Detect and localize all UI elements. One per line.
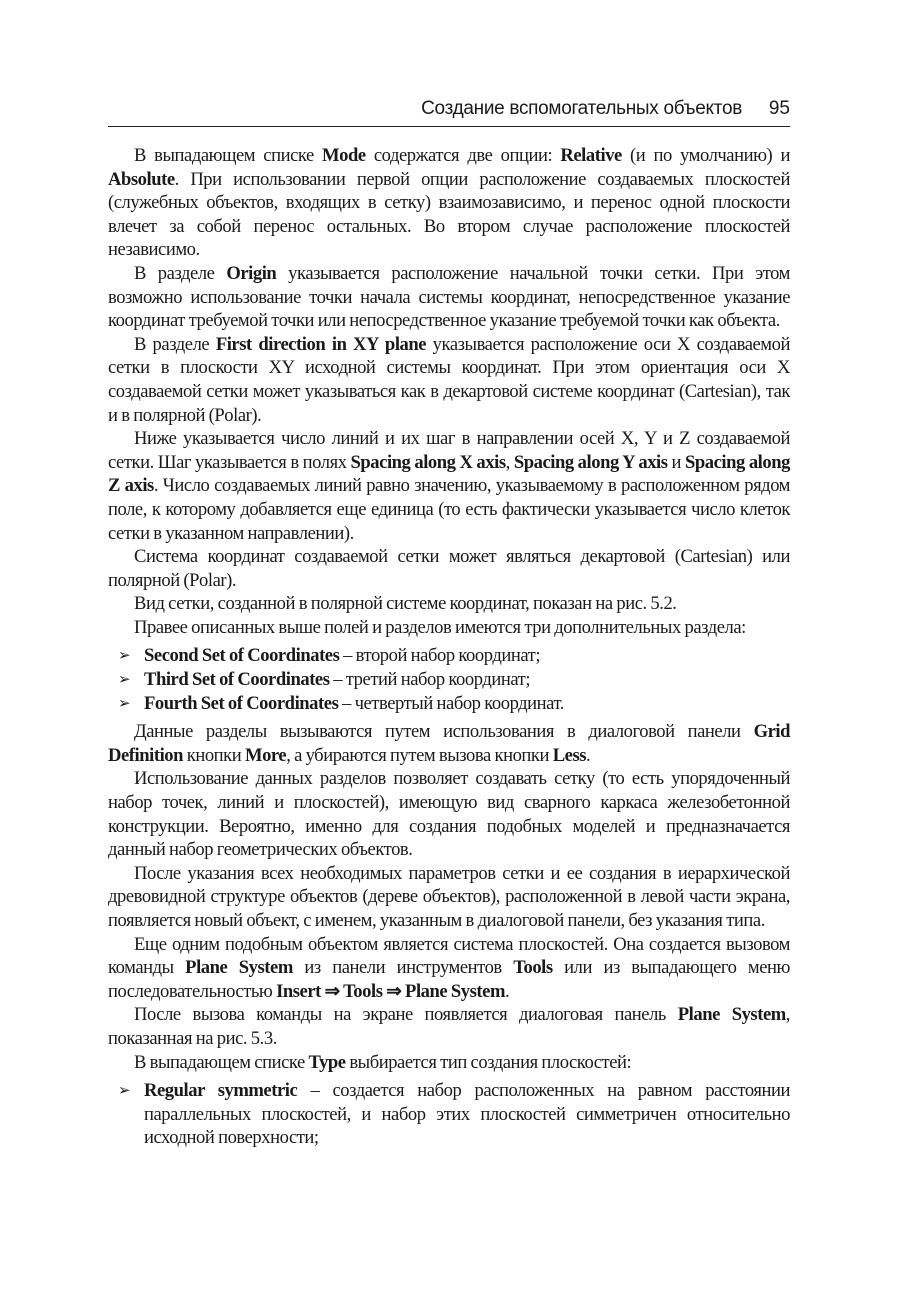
list-item [108,1079,790,1150]
bold-term: More [244,744,287,766]
text-run: , а убираются путем вызова кнопки [286,744,553,766]
paragraph [108,720,790,767]
paragraph [108,933,790,1004]
bold-term: Spacing along Y axis [513,451,668,473]
paragraph [108,545,790,592]
text-run: или из выпадающего меню последовательностью [108,957,790,1002]
bold-term: Plane System [677,1004,786,1026]
text-run: , показанная на рис. 5.3. [108,1004,790,1049]
bold-term: Plane System [185,957,293,979]
bold-term: Insert ⇒ Tools ⇒ Plane System [276,980,505,1002]
text-run: Еще одним подобным объектом является система плоскостей. Она создается вызовом команды [108,933,790,979]
text-run: В выпадающем списке [134,1051,309,1073]
text-run: – третий набор координат; [329,669,531,691]
bold-term: Relative [560,145,622,166]
arrow-bullet-icon: ➢ [118,693,131,712]
text-run: . [505,980,510,1002]
text-run: . [586,744,591,766]
arrow-bullet-icon: ➢ [118,670,131,689]
paragraph [108,1003,790,1050]
text-run: Использование данных разделов позволяет создавать сетку (то есть упорядоченный набор точек, линий и плоскостей), имеющую вид сварного каркаса железобетонной конструкции. Вероятно, именно для создания подобных моделей и предназначается данный набор геометрических объектов. [108,768,790,861]
list-item [108,668,790,692]
bold-term: First direction in XY plane [215,333,427,355]
bullet-list [108,644,790,715]
paragraph [108,616,790,640]
paragraph [108,144,790,262]
text-run: В выпадающем списке [134,145,323,166]
text-run: из панели инструментов [292,957,514,979]
arrow-bullet-icon: ➢ [118,646,131,665]
text-run: (и по умолчанию) и [621,145,790,166]
arrow-bullet-icon: ➢ [118,1081,131,1100]
bold-term: Third Set of Coordinates [144,669,330,691]
text-run: и [667,451,685,473]
text-run: – второй набор координат; [339,645,541,667]
chapter-title: Создание вспомогательных объектов [421,98,742,119]
page-number: 95 [768,98,790,119]
paragraph [108,333,790,427]
bold-term: Spacing along X axis [350,451,506,473]
paragraph [108,592,790,616]
text-run: указывается расположение оси X создаваемой сетки в плоскости XY исходной системы координат. При этом ориентация оси X создаваемой сетки может указываться как в декартовой системе координат (Cartesian), так и в полярной (Polar). [108,333,790,426]
paragraph [108,1051,790,1075]
text-run: Данные разделы вызываются путем использования в диалоговой панели [134,721,754,743]
bold-term: Origin [226,262,277,284]
bold-term: Mode [322,145,366,166]
text-run: Правее описанных выше полей и разделов имеются три дополнительных раздела: [134,616,746,638]
bold-term: Regular symmetric [144,1080,298,1102]
running-header [108,96,790,127]
paragraph [108,262,790,333]
bold-term: Type [308,1051,346,1073]
text-run: содержатся две опции: [365,145,561,166]
text-run: Система координат создаваемой сетки может являться декартовой (Cartesian) или полярной (Polar). [108,546,790,591]
text-run: , [505,451,514,473]
bold-term: Absolute [108,168,175,190]
text-run: Вид сетки, созданной в полярной системе координат, показан на рис. 5.2. [134,593,677,615]
bold-term: Grid Definition [108,721,790,766]
list-item [108,692,790,716]
paragraph [108,427,790,545]
text-run: . При использовании первой опции расположение создаваемых плоскостей (служебных объектов, входящих в сетку) взаимозависимо, и перенос одной плоскости влечет за собой перенос остальных. Во втором случае расположение плоскостей независимо. [108,168,790,261]
paragraph [108,862,790,933]
text-run: После вызова команды на экране появляется диалоговая панель [134,1004,678,1026]
text-run: После указания всех необходимых параметров сетки и ее создания в иерархической древовидной структуре объектов (дереве объектов), расположенной в левой части экрана, появляется новый объект, с именем, указанным в диалоговой панели, без указания типа. [108,862,790,931]
list-item [108,644,790,668]
bold-term: Less [552,744,587,766]
bold-term: Second Set of Coordinates [144,645,340,667]
text-run: . Число создаваемых линий равно значению, указываемому в расположенном рядом поле, к которому добавляется еще единица (то есть фактически указывается число клеток сетки в указанном направлении). [108,475,790,544]
paragraph [108,767,790,861]
body-text [108,144,790,1155]
text-run: указывается расположение начальной точки сетки. При этом возможно использование точки начала системы координат, непосредственное указание координат требуемой точки или непосредственное указание требуемой точки как объекта. [108,262,790,332]
bold-term: Tools [513,957,553,979]
text-run: В разделе [134,262,227,284]
bullet-list [108,1079,790,1150]
text-run: кнопки [183,744,245,766]
bold-term: Fourth Set of Coordinates [144,692,339,714]
text-run: Ниже указывается число линий и их шаг в направлении осей X, Y и Z создаваемой сетки. Шаг указывается в полях [108,428,790,473]
text-run: выбирается тип создания плоскостей: [345,1051,632,1073]
text-run: В разделе [134,333,216,355]
text-run: – создается набор расположенных на равном расстоянии параллельных плоскостей, и набор этих плоскостей симметричен относительно исходной поверхности; [144,1080,790,1149]
bold-term: Spacing along Z axis [108,451,790,497]
text-run: – четвертый набор координат. [338,692,564,714]
